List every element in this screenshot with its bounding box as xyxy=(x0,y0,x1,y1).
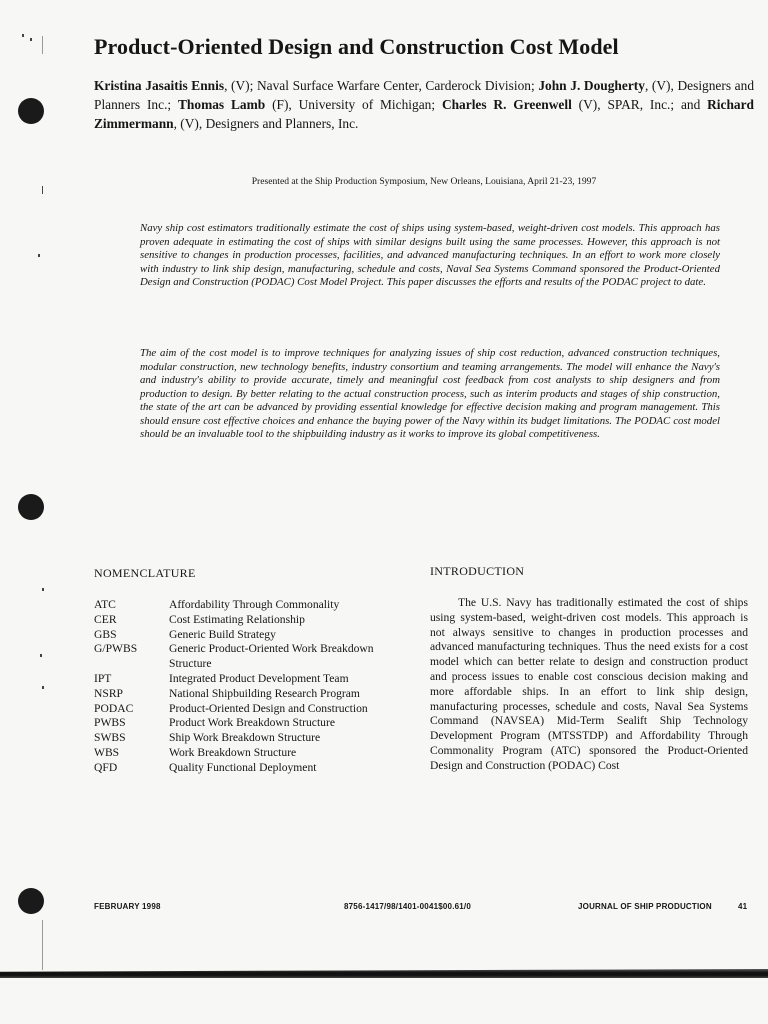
binder-hole xyxy=(18,888,44,914)
scan-speck xyxy=(42,686,44,689)
nomenclature-item xyxy=(94,628,404,643)
nomenclature-item xyxy=(94,702,404,717)
nomenclature-abbreviation: ATC xyxy=(94,598,116,611)
nomenclature-item xyxy=(94,598,404,613)
author-name: Richard Zimmermann xyxy=(94,97,755,131)
scan-speck xyxy=(22,34,24,37)
nomenclature-definition: Affordability Through Commonality xyxy=(169,598,340,611)
author-affiliation: (F), University of Michigan; xyxy=(265,97,442,112)
nomenclature-abbreviation: PWBS xyxy=(94,716,126,730)
author-name: Thomas Lamb xyxy=(178,97,266,112)
scan-speck xyxy=(42,186,43,194)
author-affiliation: , (V), Designers and Planners, Inc. xyxy=(173,116,359,131)
nomenclature-abbreviation: NSRP xyxy=(94,686,124,700)
presentation-note: Presented at the Ship Production Symposium, New Orleans, Louisiana, April 21-23, 1997 xyxy=(251,176,597,187)
nomenclature-definition: Generic Product-Oriented Work Breakdown Structure xyxy=(169,642,374,671)
abstract-paragraph-1: Navy ship cost estimators traditionally estimate the cost of ships using system-based, weight-driven cost models. This approach has proven adequate in estimating the cost of ships with similar designs built using the same processes. However, this approach is not sensitive to changes in production processes, facilities, and advanced manufacturing techniques. In an effort to work more closely with industry to link ship design, manufacturing, schedule and costs, Naval Sea Systems Command sponsored the Product-Oriented Design and Construction (PODAC) Cost Model Project. This paper discusses the efforts and results of the PODAC project to date. xyxy=(140,222,720,288)
nomenclature-definition: Product Work Breakdown Structure xyxy=(169,716,335,730)
abstract-paragraph-2: The aim of the cost model is to improve techniques for analyzing issues of ship cost reduction, advanced construction techniques, modular construction, new technology benefits, industry consortium and teaming arrangements. The model will enhance the Navy's and industry's ability to provide accurate, timely and meaningful cost feedback from cost analysts to ship designers and from production to design. By better relating to the actual construction process, such as interim products and stages of ship construction, the state of the art can be advanced by providing essential knowledge for effective decision making and program management. This should ensure cost effective choices and enhance the buying power of the Navy within its budget limitations. The PODAC cost model should be an invaluable tool to the shipbuilding industry as it works to improve its global competitiveness. xyxy=(140,347,720,440)
nomenclature-abbreviation: IPT xyxy=(94,671,112,685)
nomenclature-definition: Generic Build Strategy xyxy=(169,627,276,641)
binder-hole xyxy=(18,494,44,520)
scan-edge-line xyxy=(42,920,43,970)
author-affiliation: , (V); Naval Surface Warfare Center, Carderock Division; xyxy=(224,78,539,93)
scan-speck xyxy=(38,254,40,257)
nomenclature-heading: NOMENCLATURE xyxy=(94,566,196,580)
nomenclature-abbreviation: G/PWBS xyxy=(94,642,138,656)
nomenclature-abbreviation: PODAC xyxy=(94,701,134,715)
scan-speck xyxy=(40,654,42,657)
nomenclature-item xyxy=(94,687,404,702)
scan-speck xyxy=(30,38,32,41)
scan-bottom-edge xyxy=(0,969,768,978)
author-list xyxy=(94,76,754,133)
footer-page-number: 41 xyxy=(738,902,748,911)
author-name: Charles R. Greenwell xyxy=(441,97,572,112)
scan-edge-line xyxy=(42,36,43,54)
author-affiliation: , (V), Designers and Planners Inc.; xyxy=(94,78,755,112)
nomenclature-list xyxy=(94,598,404,776)
nomenclature-abbreviation: QFD xyxy=(94,760,118,774)
nomenclature-item xyxy=(94,716,404,731)
nomenclature-item xyxy=(94,731,404,746)
nomenclature-definition: Integrated Product Development Team xyxy=(169,671,349,685)
nomenclature-definition: Ship Work Breakdown Structure xyxy=(169,731,321,745)
author-name: John J. Dougherty xyxy=(538,78,645,93)
nomenclature-definition: Product-Oriented Design and Construction xyxy=(169,701,368,715)
nomenclature-item xyxy=(94,642,404,672)
nomenclature-item xyxy=(94,761,404,776)
nomenclature-item xyxy=(94,746,404,761)
introduction-text: The U.S. Navy has traditionally estimated the cost of ships using system-based, weight-driven cost models. This approach is not always sensitive to changes in production processes and advanced manufacturing techniques. Thus the need exists for a cost model which can better relate to design and construction product and process issues to enable cost conscious decision making and more affordable ships. In an effort to link ship design, manufacturing processes, schedule and costs, Naval Sea Systems Command (NAVSEA) Mid-Term Sealift Ship Technology Development Program (MTSSTDP) and Affordability Through Commonality Program (ATC) sponsored the Product-Oriented Design and Construction (PODAC) Cost xyxy=(430,596,748,772)
scan-speck xyxy=(42,588,44,591)
footer-journal-name: JOURNAL OF SHIP PRODUCTION xyxy=(578,902,712,911)
nomenclature-item xyxy=(94,613,404,628)
footer-article-code: 8756-1417/98/1401-0041$00.61/0 xyxy=(344,902,471,911)
nomenclature-abbreviation: WBS xyxy=(94,745,120,759)
nomenclature-abbreviation: GBS xyxy=(94,627,117,641)
nomenclature-abbreviation: SWBS xyxy=(94,731,126,745)
paper-title: Product-Oriented Design and Construction Cost Model xyxy=(94,34,619,59)
nomenclature-item xyxy=(94,672,404,687)
nomenclature-definition: Work Breakdown Structure xyxy=(169,745,297,759)
introduction-heading: INTRODUCTION xyxy=(430,564,525,578)
nomenclature-definition: Quality Functional Deployment xyxy=(169,760,317,774)
nomenclature-abbreviation: CER xyxy=(94,612,117,626)
nomenclature-definition: National Shipbuilding Research Program xyxy=(169,686,360,700)
author-name: Kristina Jasaitis Ennis xyxy=(94,78,225,93)
binder-hole xyxy=(18,98,44,124)
author-affiliation: (V), SPAR, Inc.; and xyxy=(571,97,708,112)
nomenclature-definition: Cost Estimating Relationship xyxy=(169,612,305,626)
footer-date: FEBRUARY 1998 xyxy=(94,902,161,911)
